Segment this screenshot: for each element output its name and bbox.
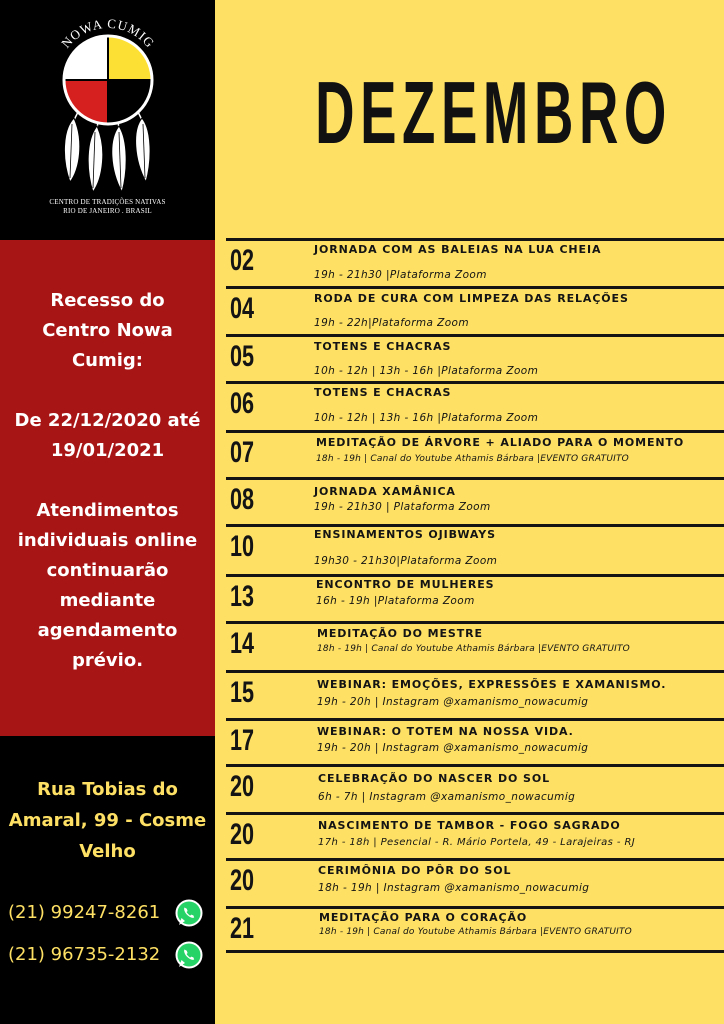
divider: [226, 574, 724, 577]
left-panel: [0, 0, 215, 1024]
event-name: CERIMÔNIA DO PÔR DO SOL: [318, 864, 512, 877]
address-line: Rua Tobias do: [37, 779, 178, 800]
event-day: 21: [230, 912, 255, 945]
event-name: RODA DE CURA COM LIMPEZA DAS RELAÇÕES: [314, 292, 629, 305]
divider: [226, 238, 724, 241]
notice-dates: [0, 406, 215, 466]
phone-1[interactable]: [0, 898, 215, 928]
logo-subtitle-line1: CENTRO DE TRADIÇÕES NATIVAS: [49, 198, 166, 206]
event-name: CELEBRAÇÃO DO NASCER DO SOL: [318, 772, 550, 785]
event-list: [226, 238, 724, 958]
whatsapp-icon: [174, 940, 204, 970]
event-info: 6h - 7h | Instagram @xamanismo_nowacumig: [318, 791, 576, 803]
event-day: 13: [230, 580, 255, 613]
event-info: 18h - 19h | Canal do Youtube Athamis Bárbara |EVENTO GRATUITO: [316, 454, 629, 464]
event-name: MEDITAÇÃO PARA O CORAÇÃO: [319, 911, 528, 924]
notice-line: Cumig:: [71, 350, 144, 371]
divider: [226, 477, 724, 480]
event-name: WEBINAR: EMOÇÕES, EXPRESSÕES E XAMANISMO.: [317, 678, 667, 691]
event-day: 08: [230, 483, 255, 516]
event-day: 07: [230, 436, 255, 469]
notice-recess: [0, 286, 215, 376]
notice-line: individuais online: [17, 530, 198, 551]
month-title: DEZEMBRO: [315, 63, 672, 162]
event-day: 04: [230, 292, 255, 325]
phone-number: (21) 96735-2132: [8, 944, 161, 965]
event-day: 05: [230, 340, 255, 373]
event-day: 02: [230, 244, 255, 277]
event-info: 16h - 19h |Plataforma Zoom: [316, 595, 475, 607]
event-name: WEBINAR: O TOTEM NA NOSSA VIDA.: [317, 725, 574, 738]
notice-line: Atendimentos: [36, 500, 179, 521]
event-name: MEDITAÇÃO DE ÁRVORE + ALIADO PARA O MOMENTO: [316, 436, 685, 449]
event-name: NASCIMENTO DE TAMBOR - FOGO SAGRADO: [318, 819, 621, 832]
event-day: 20: [230, 770, 255, 803]
event-info: 17h - 18h | Pesencial - R. Mário Portela, 49 - Larajeiras - RJ: [318, 837, 636, 848]
event-name: JORNADA COM AS BALEIAS NA LUA CHEIA: [314, 243, 602, 256]
divider: [226, 764, 724, 767]
divider: [226, 286, 724, 289]
nowa-cumig-logo: [0, 0, 215, 240]
divider: [226, 906, 724, 909]
event-name: ENSINAMENTOS OJIBWAYS: [314, 528, 496, 541]
event-day: 20: [230, 818, 255, 851]
divider: [226, 381, 724, 384]
event-info: 19h - 21h30 | Plataforma Zoom: [314, 501, 491, 513]
event-day: 20: [230, 864, 255, 897]
event-info: 18h - 19h | Canal do Youtube Athamis Bárbara |EVENTO GRATUITO: [319, 927, 632, 937]
notice-line: mediante: [59, 590, 156, 611]
event-info: 18h - 19h | Instagram @xamanismo_nowacumig: [318, 882, 590, 894]
event-day: 14: [230, 627, 255, 660]
event-info: 10h - 12h | 13h - 16h |Plataforma Zoom: [314, 365, 539, 377]
event-info: 10h - 12h | 13h - 16h |Plataforma Zoom: [314, 412, 539, 424]
event-info: 19h - 20h | Instagram @xamanismo_nowacumig: [317, 696, 589, 708]
address-line: Amaral, 99 - Cosme: [8, 810, 207, 831]
address-line: Velho: [79, 841, 136, 862]
event-info: 19h - 22h|Plataforma Zoom: [314, 317, 469, 329]
divider: [226, 430, 724, 433]
notice-line: agendamento: [37, 620, 178, 641]
notice-line: prévio.: [71, 650, 144, 671]
logo-subtitle-line2: RIO DE JANEIRO . BRASIL: [63, 207, 152, 215]
event-name: JORNADA XAMÂNICA: [314, 485, 456, 498]
notice-line: continuarão: [46, 560, 169, 581]
phone-2[interactable]: [0, 940, 215, 970]
event-name: MEDITAÇÃO DO MESTRE: [317, 627, 483, 640]
event-name: ENCONTRO DE MULHERES: [316, 578, 495, 591]
event-info: 18h - 19h | Canal do Youtube Athamis Bárbara |EVENTO GRATUITO: [317, 644, 630, 654]
phone-number: (21) 99247-8261: [8, 902, 161, 923]
notice-line: De 22/12/2020 até: [14, 410, 201, 431]
logo-brand-text: NOWA CUMIG: [58, 15, 158, 51]
recess-notice: [0, 240, 215, 736]
event-day: 10: [230, 530, 255, 563]
whatsapp-icon: [174, 898, 204, 928]
divider: [226, 812, 724, 815]
divider: [226, 950, 724, 953]
notice-appointments: [0, 496, 215, 676]
divider: [226, 670, 724, 673]
divider: [226, 718, 724, 721]
divider: [226, 858, 724, 861]
event-name: TOTENS E CHACRAS: [314, 386, 452, 399]
event-day: 17: [230, 724, 255, 757]
event-name: TOTENS E CHACRAS: [314, 340, 452, 353]
event-info: 19h30 - 21h30|Plataforma Zoom: [314, 555, 498, 567]
notice-line: Centro Nowa: [42, 320, 173, 341]
divider: [226, 524, 724, 527]
event-day: 06: [230, 387, 255, 420]
event-info: 19h - 20h | Instagram @xamanismo_nowacumig: [317, 742, 589, 754]
divider: [226, 334, 724, 337]
event-day: 15: [230, 676, 255, 709]
address: [0, 774, 215, 867]
notice-line: Recesso do: [50, 290, 165, 311]
event-info: 19h - 21h30 |Plataforma Zoom: [314, 269, 487, 281]
divider: [226, 621, 724, 624]
notice-line: 19/01/2021: [50, 440, 165, 461]
